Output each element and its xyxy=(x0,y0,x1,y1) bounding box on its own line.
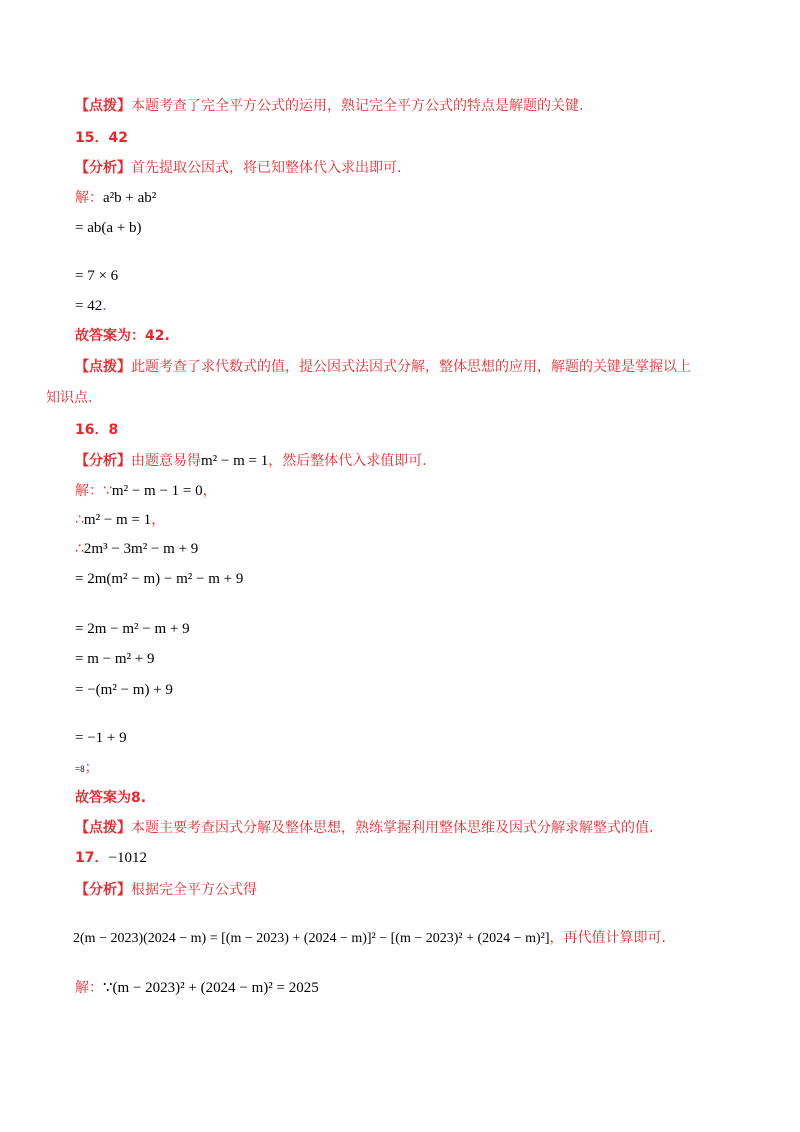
punctuation: ； xyxy=(84,760,99,776)
hint-tag: 【点拨】 xyxy=(75,820,131,836)
therefore-symbol: ∴ xyxy=(75,512,84,528)
answer-number-16: 16．8 xyxy=(75,422,119,438)
math-expression: −1012 xyxy=(108,850,147,866)
solution-line-16-6: = m − m² + 9 xyxy=(75,651,155,667)
math-expression: =8 xyxy=(75,764,85,774)
solution-line-16-2 xyxy=(75,510,165,530)
math-expression: = 42 xyxy=(75,298,103,314)
math-expression: a²b + ab² xyxy=(103,190,157,206)
line-analysis-15 xyxy=(75,158,401,178)
analysis-tag: 【分析】 xyxy=(75,453,131,469)
solution-line-15-3: = 7 × 6 xyxy=(75,268,119,284)
therefore-symbol: ∴ xyxy=(75,541,84,557)
question-number: 17． xyxy=(75,850,109,866)
punctuation: . xyxy=(102,298,107,314)
punctuation: ， xyxy=(151,512,166,528)
solution-line-15-1 xyxy=(75,188,156,208)
final-answer-16: 故答案为8. xyxy=(75,790,147,806)
math-expression: ∵(m − 2023)² + (2024 − m)² = 2025 xyxy=(103,980,319,996)
math-expression: m² − m = 1 xyxy=(83,512,152,528)
solution-line-16-8: = −1 + 9 xyxy=(75,730,127,746)
hint-tag: 【点拨】 xyxy=(75,359,131,375)
line-hint-16 xyxy=(75,818,653,838)
analysis-tag: 【分析】 xyxy=(75,160,131,176)
analysis-text-end: ，然后整体代入求值即可. xyxy=(268,453,427,469)
answer-number-17 xyxy=(75,848,147,868)
solution-line-16-9 xyxy=(75,758,99,779)
final-answer-15: 故答案为：42. xyxy=(75,328,170,344)
solution-line-15-2: = ab(a + b) xyxy=(75,220,142,236)
analysis-text: 根据完全平方公式得 xyxy=(131,882,257,898)
solution-label: 解：∵ xyxy=(75,483,112,499)
solution-line-17-1 xyxy=(75,978,319,998)
solution-label: 解： xyxy=(75,190,103,206)
analysis-text-end: ，再代值计算即可. xyxy=(549,930,666,946)
math-expression: 2m³ − 3m² − m + 9 xyxy=(83,541,199,557)
hint-tag: 【点拨】 xyxy=(75,98,131,114)
solution-line-15-4 xyxy=(75,296,107,316)
solution-label: 解： xyxy=(75,980,103,996)
hint-text: 本题主要考查因式分解及整体思想，熟练掌握利用整体思维及因式分解求解整式的值. xyxy=(131,820,654,836)
solution-line-16-7: = −(m² − m) + 9 xyxy=(75,682,173,698)
line-hint-15b xyxy=(75,357,691,377)
hint-text: 此题考查了求代数式的值，提公因式法因式分解，整体思想的应用，解题的关键是掌握以上 xyxy=(131,359,691,375)
answer-number-15: 15．42 xyxy=(75,130,128,146)
line-analysis-17 xyxy=(75,880,257,900)
line-analysis-16 xyxy=(75,451,427,471)
analysis-formula-17 xyxy=(73,928,666,949)
math-expression: 2(m − 2023)(2024 − m) = [(m − 2023) + (2024 − m)]² − [(m − 2023)² + (2024 − m)²] xyxy=(73,931,550,946)
analysis-text: 由题意易得 xyxy=(131,453,201,469)
math-expression: m² − m − 1 = 0 xyxy=(111,483,203,499)
line-hint-15 xyxy=(75,96,583,116)
hint-text: 本题考查了完全平方公式的运用，熟记完全平方公式的特点是解题的关键. xyxy=(131,98,584,114)
punctuation: ， xyxy=(202,483,217,499)
analysis-tag: 【分析】 xyxy=(75,882,131,898)
solution-line-16-1 xyxy=(75,481,217,501)
solution-line-16-4: = 2m(m² − m) − m² − m + 9 xyxy=(75,571,244,587)
analysis-text: 首先提取公因式，将已知整体代入求出即可. xyxy=(131,160,402,176)
hint-text-continued: 知识点. xyxy=(46,390,93,406)
math-expression: m² − m = 1 xyxy=(201,453,269,469)
solution-line-16-3 xyxy=(75,539,198,559)
solution-line-16-5: = 2m − m² − m + 9 xyxy=(75,621,190,637)
